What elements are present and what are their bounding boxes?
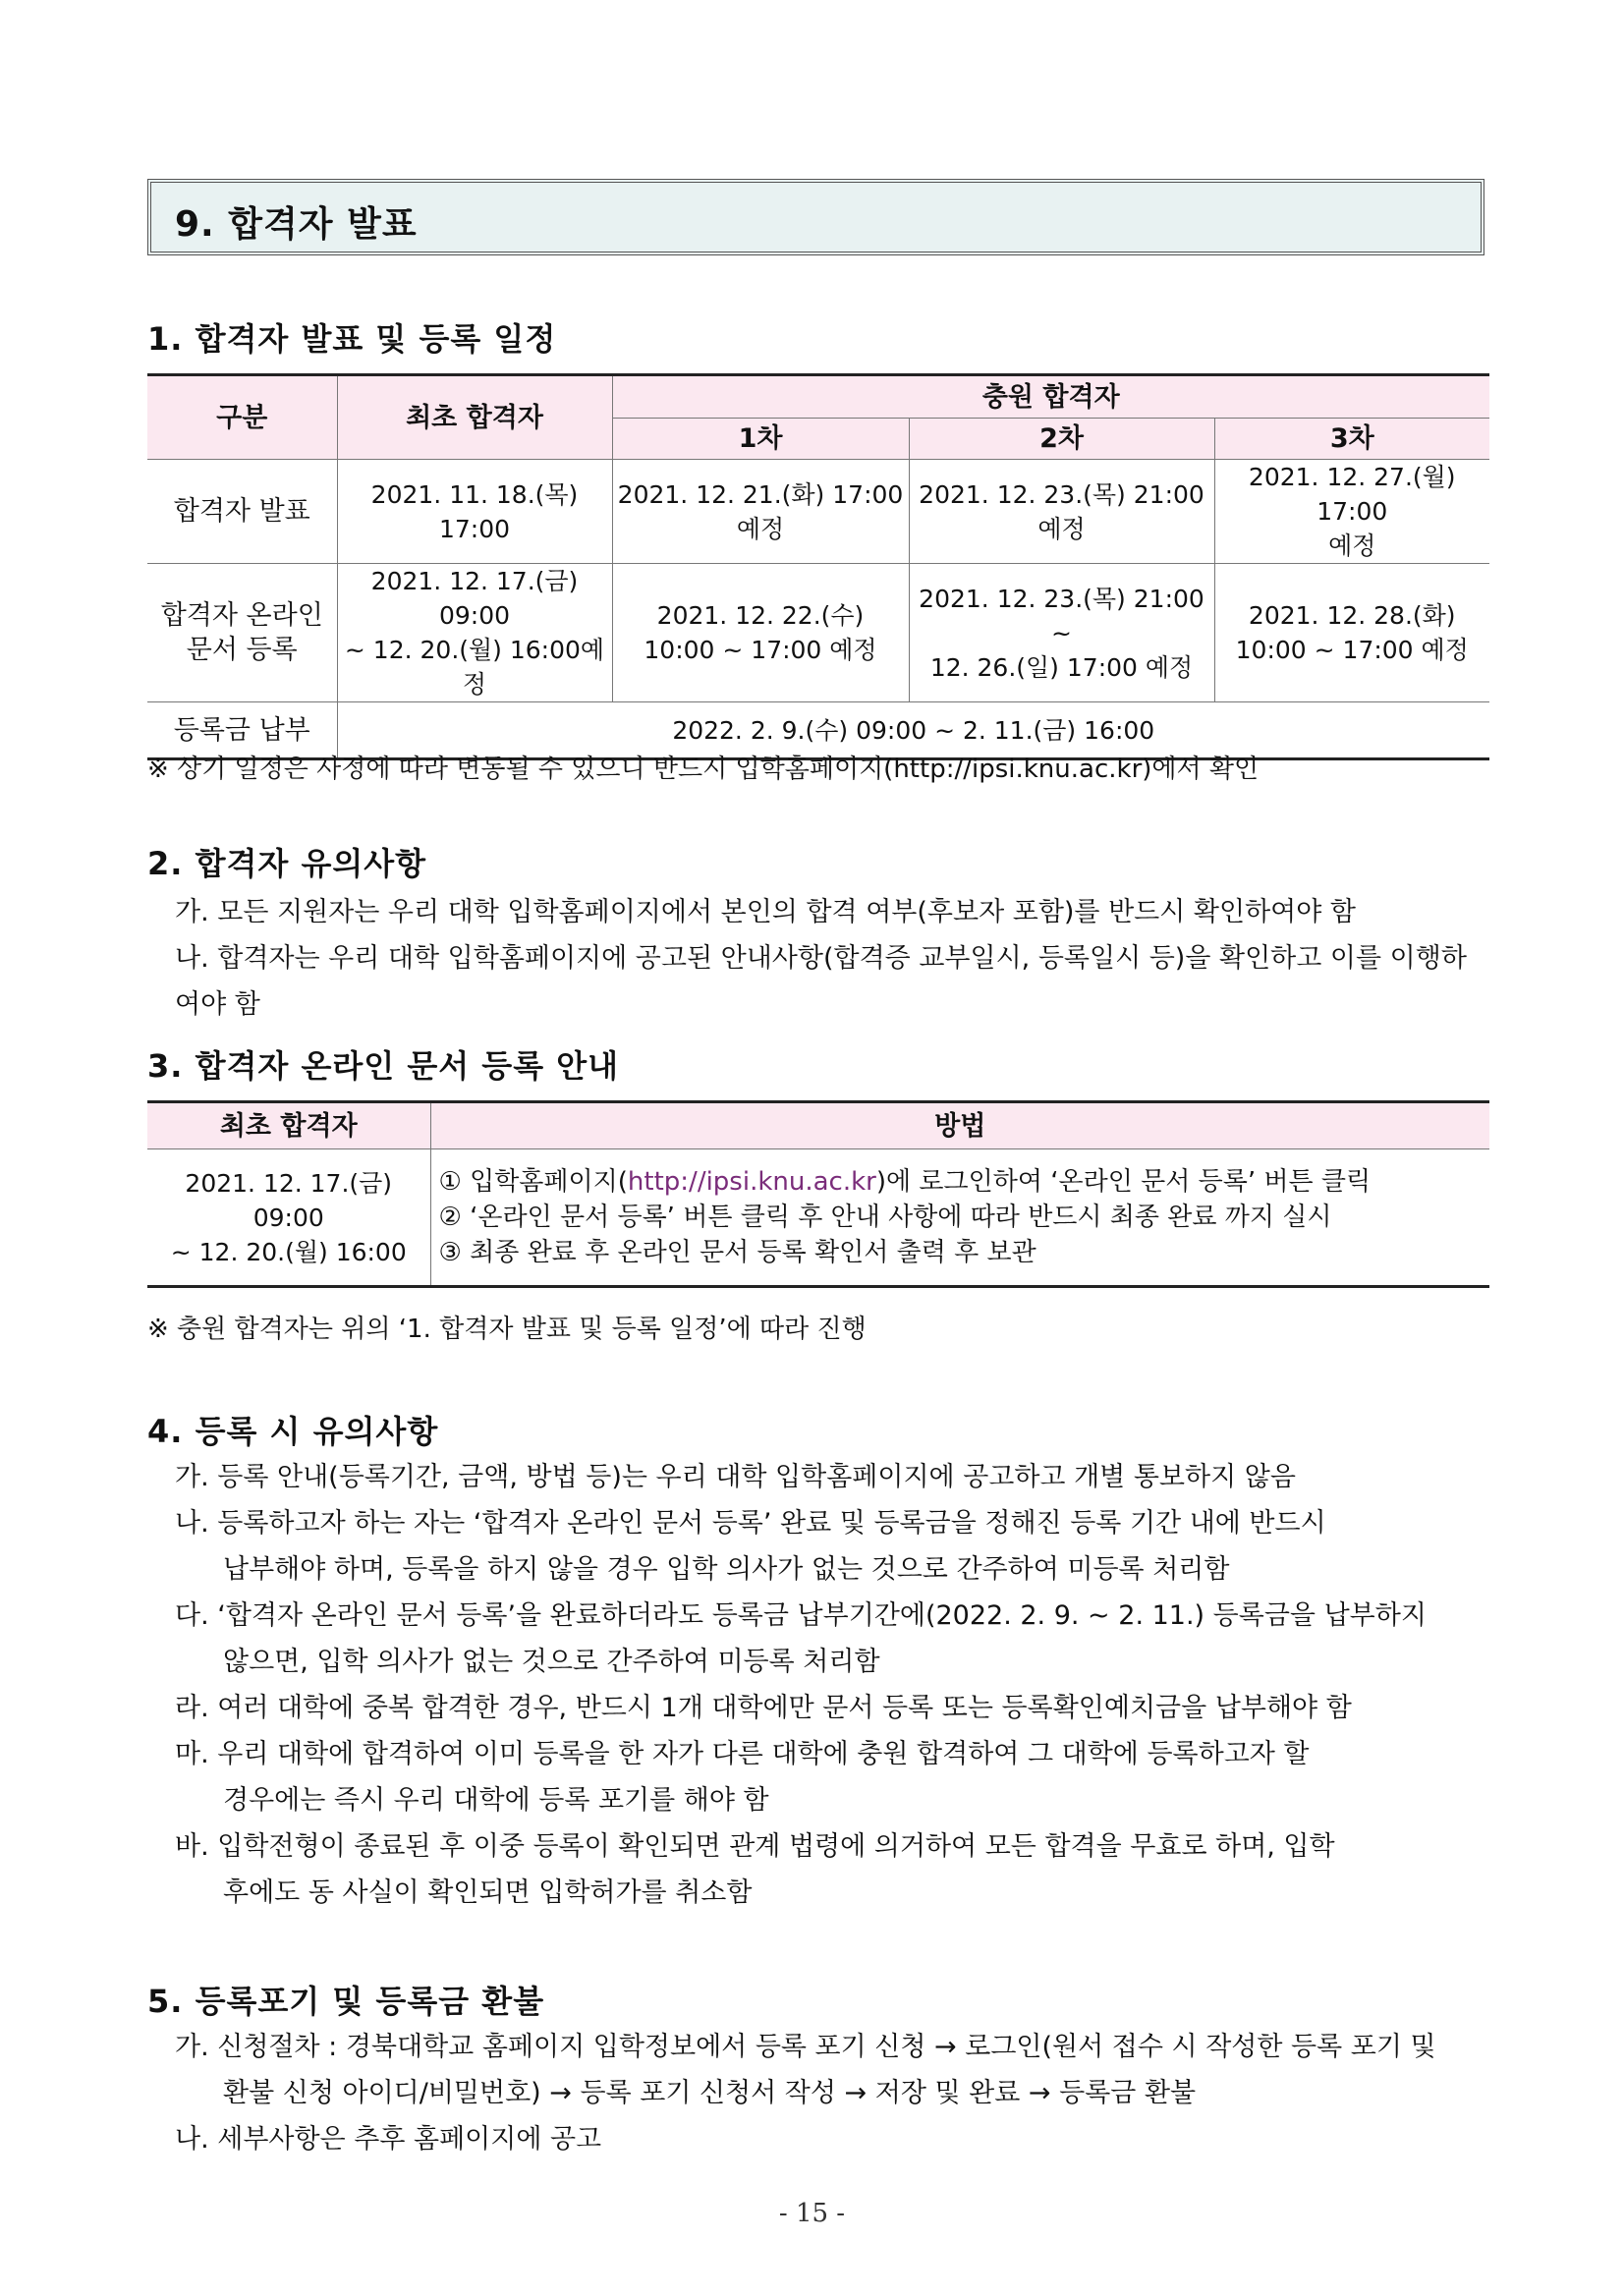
header-method: 방법 — [430, 1102, 1489, 1149]
cell-line: 예정 — [736, 514, 785, 543]
cell-line: 2021. 12. 23.(목) 21:00 — [919, 479, 1204, 509]
step-text: ① 입학홈페이지( — [438, 1167, 628, 1197]
cell-line: 2021. 12. 28.(화) — [1248, 601, 1456, 630]
header-round3: 3차 — [1214, 419, 1489, 460]
method-step-2: ② ‘온라인 문서 등록’ 버튼 클릭 후 안내 사항에 따라 반드시 최종 완료 까지 실시 — [438, 1203, 1332, 1232]
section4-title: 4. 등록 시 유의사항 — [147, 1413, 439, 1450]
cell-line: 2021. 12. 17.(금) 09:00 — [370, 567, 579, 630]
cell-line: 12. 26.(일) 17:00 예정 — [929, 652, 1194, 682]
list-item — [175, 1593, 1491, 1685]
row-label — [147, 564, 337, 702]
cell-line: 2021. 12. 22.(수) — [656, 601, 865, 630]
cell-line: 합격자 온라인 — [160, 600, 323, 631]
cell-line: 예정 — [1328, 532, 1376, 560]
list-item-text: 가. 신청절차 : 경북대학교 홈페이지 입학정보에서 등록 포기 신청 → 로그인(원서 접수 시 작성한 등록 포기 및 — [175, 2032, 1436, 2062]
step-text: )에 로그인하여 ‘온라인 문서 등록’ 버튼 클릭 — [875, 1167, 1372, 1197]
schedule-table — [147, 373, 1489, 760]
table-row — [147, 1149, 1489, 1287]
cell-line: ~ 12. 20.(월) 16:00예정 — [344, 636, 605, 699]
section1-note: ※ 상기 일정은 사정에 따라 변동될 수 있으니 반드시 입학홈페이지(http://ipsi.knu.ac.kr)에서 확인 — [147, 755, 1260, 784]
list-item-text: 마. 우리 대학에 합격하여 이미 등록을 한 자가 다른 대학에 충원 합격하여 그 대학에 등록하고자 할 — [175, 1739, 1310, 1769]
list-item-text: 후에도 동 사실이 확인되면 입학허가를 취소함 — [223, 1877, 753, 1908]
header-additional-admit: 충원 합격자 — [612, 375, 1489, 419]
cell-line: 2021. 12. 21.(화) 17:00 — [617, 479, 904, 509]
header-round1: 1차 — [612, 419, 909, 460]
section3-title: 3. 합격자 온라인 문서 등록 안내 — [147, 1047, 620, 1085]
list-item — [175, 889, 1491, 1028]
list-item — [175, 1454, 1491, 1500]
cell-line: 2021. 12. 23.(목) 21:00 ~ — [919, 584, 1204, 647]
chapter-title-box — [147, 179, 1484, 255]
cell-first — [337, 564, 612, 702]
cell-line: 예정 — [1037, 514, 1086, 543]
list-item — [175, 2116, 1491, 2162]
chapter-title: 9. 합격자 발표 — [175, 204, 418, 245]
cell-round1 — [612, 460, 909, 564]
list-item-text: 라. 여러 대학에 중복 합격한 경우, 반드시 1개 대학에만 문서 등록 또는 등록확인예치금을 납부해야 함 — [175, 1693, 1352, 1723]
header-first-admit: 최초 합격자 — [337, 375, 612, 460]
list-item-text: 다. ‘합격자 온라인 문서 등록’을 완료하더라도 등록금 납부기간에(2022. 2. 9. ~ 2. 11.) 등록금을 납부하지 — [175, 1600, 1427, 1631]
header-first-admit: 최초 합격자 — [147, 1102, 430, 1149]
cell-line: 2021. 12. 17.(금) 09:00 — [185, 1168, 393, 1232]
row-label: 합격자 발표 — [147, 460, 337, 564]
method-step-3: ③ 최종 완료 후 온라인 문서 등록 확인서 출력 후 보관 — [438, 1238, 1036, 1267]
list-item-text: 나. 세부사항은 추후 홈페이지에 공고 — [175, 2124, 602, 2155]
table-row — [147, 564, 1489, 702]
list-item-text: 않으면, 입학 의사가 없는 것으로 간주하여 미등록 처리함 — [223, 1647, 880, 1677]
cell-first: 2021. 11. 18.(목) 17:00 — [337, 460, 612, 564]
list-item-text: 바. 입학전형이 종료된 후 이중 등록이 확인되면 관계 법령에 의거하여 모든 합격을 무효로 하며, 입학 — [175, 1831, 1335, 1862]
cell-method — [430, 1149, 1489, 1287]
table-row — [147, 460, 1489, 564]
section3-note: ※ 충원 합격자는 위의 ‘1. 합격자 발표 및 등록 일정’에 따라 진행 — [147, 1315, 867, 1344]
list-item — [175, 1731, 1491, 1823]
header-category: 구분 — [147, 375, 337, 460]
cell-round1 — [612, 564, 909, 702]
list-item-text: 가. 등록 안내(등록기간, 금액, 방법 등)는 우리 대학 입학홈페이지에 공고하고 개별 통보하지 않음 — [175, 1462, 1296, 1492]
list-item-text: 나. 등록하고자 하는 자는 ‘합격자 온라인 문서 등록’ 완료 및 등록금을 정해진 등록 기간 내에 반드시 — [175, 1508, 1326, 1539]
cell-round3 — [1214, 564, 1489, 702]
list-item-text: 나. 합격자는 우리 대학 입학홈페이지에 공고된 안내사항(합격증 교부일시, 등록일시 등)을 확인하고 이를 이행하여야 함 — [175, 943, 1467, 1020]
list-item — [175, 1500, 1491, 1593]
cell-round2 — [909, 564, 1214, 702]
cell-round3 — [1214, 460, 1489, 564]
section5-list — [175, 2024, 1491, 2162]
cell-round2 — [909, 460, 1214, 564]
cell-line: ~ 12. 20.(월) 16:00 — [170, 1237, 407, 1266]
cell-line: 2021. 12. 27.(월) 17:00 — [1248, 463, 1456, 526]
cell-period — [147, 1149, 430, 1287]
cell-fee-period: 2022. 2. 9.(수) 09:00 ~ 2. 11.(금) 16:00 — [337, 702, 1489, 759]
cell-line: 문서 등록 — [186, 635, 298, 665]
section1-title: 1. 합격자 발표 및 등록 일정 — [147, 320, 557, 358]
list-item-text: 환불 신청 아이디/비밀번호) → 등록 포기 신청서 작성 → 저장 및 완료 → 등록금 환불 — [223, 2078, 1197, 2108]
list-item — [175, 1823, 1491, 1916]
cell-line: 10:00 ~ 17:00 예정 — [644, 636, 877, 664]
list-item-text: 경우에는 즉시 우리 대학에 등록 포기를 해야 함 — [223, 1785, 769, 1816]
list-item-text: 가. 모든 지원자는 우리 대학 입학홈페이지에서 본인의 합격 여부(후보자 포함)를 반드시 확인하여야 함 — [175, 897, 1357, 927]
header-round2: 2차 — [909, 419, 1214, 460]
page-number: - 15 - — [778, 2199, 846, 2228]
method-step-1 — [439, 1164, 1486, 1200]
row-label: 등록금 납부 — [147, 702, 337, 759]
homepage-link[interactable]: http://ipsi.knu.ac.kr — [627, 1167, 876, 1197]
online-doc-table — [147, 1100, 1489, 1288]
list-item — [175, 1685, 1491, 1731]
section5-title: 5. 등록포기 및 등록금 환불 — [147, 1983, 545, 2020]
section2-title: 2. 합격자 유의사항 — [147, 845, 427, 882]
cell-line: 10:00 ~ 17:00 예정 — [1235, 636, 1469, 664]
section4-list — [175, 1454, 1491, 1916]
list-item-text: 납부해야 하며, 등록을 하지 않을 경우 입학 의사가 없는 것으로 간주하여 미등록 처리함 — [223, 1554, 1230, 1585]
list-item — [175, 2024, 1491, 2116]
